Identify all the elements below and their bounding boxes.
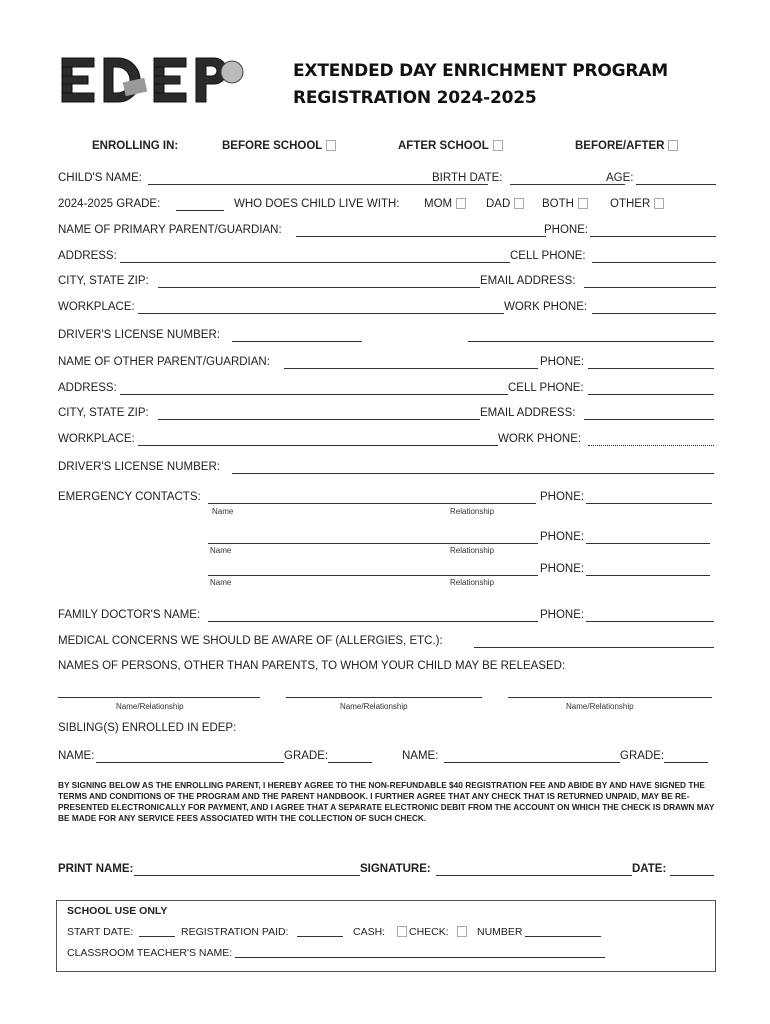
grade-row: [58, 198, 718, 214]
other-city-row: [58, 407, 718, 423]
other-checkbox[interactable]: [654, 198, 664, 209]
signature-field[interactable]: [436, 875, 632, 876]
primary-city-field[interactable]: [158, 287, 480, 288]
sibling-fields-row: [58, 750, 718, 766]
release-label: NAMES OF PERSONS, OTHER THAN PARENTS, TO WHOM YOUR CHILD MAY BE RELEASED:: [58, 660, 566, 672]
other-work-field[interactable]: [138, 445, 498, 446]
both-checkbox[interactable]: [578, 198, 588, 209]
form-title: [293, 58, 668, 112]
start-date-label: START DATE:: [67, 926, 134, 938]
age-label: AGE:: [606, 172, 634, 184]
primary-work-label: WORKPLACE:: [58, 301, 135, 313]
primary-name-row: [58, 224, 718, 240]
other-workphone-label: WORK PHONE:: [498, 433, 582, 445]
emergency-rel-caption-2: Relationship: [450, 546, 495, 555]
both-label: BOTH: [542, 198, 574, 210]
sibling-2-grade-label: GRADE:: [620, 750, 665, 762]
other-phone-field[interactable]: [588, 368, 714, 369]
sibling-1-name-label: NAME:: [58, 750, 95, 762]
teacher-label: CLASSROOM TEACHER'S NAME:: [67, 947, 233, 959]
mom-label: MOM: [424, 198, 453, 210]
birth-date-field[interactable]: [510, 184, 625, 185]
primary-name-field[interactable]: [296, 236, 546, 237]
title-line-1: EXTENDED DAY ENRICHMENT PROGRAM: [293, 61, 668, 81]
primary-license-label: DRIVER'S LICENSE NUMBER:: [58, 329, 220, 341]
emergency-row-2: [58, 531, 718, 547]
primary-cell-field[interactable]: [592, 262, 716, 263]
date-label: DATE:: [632, 863, 667, 875]
emergency-phone-3-field[interactable]: [586, 575, 710, 576]
primary-cell-label: CELL PHONE:: [510, 250, 586, 262]
enrolling-label: ENROLLING IN:: [92, 140, 179, 152]
birth-date-label: BIRTH DATE:: [432, 172, 503, 184]
emergency-name-caption-3: Name: [210, 578, 232, 587]
other-license-field[interactable]: [232, 473, 714, 474]
other-address-label: ADDRESS:: [58, 382, 117, 394]
dad-label: DAD: [486, 198, 511, 210]
primary-address-label: ADDRESS:: [58, 250, 117, 262]
doctor-phone-label: PHONE:: [540, 609, 585, 621]
sibling-2-grade-field[interactable]: [664, 762, 708, 763]
check-checkbox[interactable]: [457, 926, 467, 937]
signature-row: [58, 863, 718, 879]
cash-checkbox[interactable]: [397, 926, 407, 937]
other-workphone-field[interactable]: [588, 445, 714, 446]
primary-email-label: EMAIL ADDRESS:: [480, 275, 576, 287]
emergency-phone-1-field[interactable]: [586, 503, 712, 504]
edep-logo: [60, 50, 245, 106]
other-city-label: CITY, STATE ZIP:: [58, 407, 149, 419]
other-name-row: [58, 356, 718, 372]
primary-license-row: [58, 329, 718, 345]
start-date-field[interactable]: [139, 936, 175, 937]
primary-email-field[interactable]: [584, 287, 716, 288]
release-person-1-field[interactable]: [58, 697, 260, 698]
registration-paid-label: REGISTRATION PAID:: [181, 926, 289, 938]
release-person-2-field[interactable]: [286, 697, 482, 698]
school-use-box: [56, 900, 716, 972]
before-school-checkbox[interactable]: [326, 140, 336, 151]
release-person-3-field[interactable]: [508, 697, 712, 698]
child-name-label: CHILD'S NAME:: [58, 172, 142, 184]
other-license-label: DRIVER'S LICENSE NUMBER:: [58, 461, 220, 473]
teacher-field[interactable]: [235, 957, 605, 958]
other-address-field[interactable]: [120, 394, 508, 395]
doctor-label: FAMILY DOCTOR'S NAME:: [58, 609, 201, 621]
emergency-phone-1-label: PHONE:: [540, 491, 585, 503]
after-school-label: AFTER SCHOOL: [398, 140, 489, 152]
sibling-2-name-label: NAME:: [402, 750, 439, 762]
other-cell-label: CELL PHONE:: [508, 382, 584, 394]
print-name-field[interactable]: [134, 875, 360, 876]
other-name-field[interactable]: [284, 368, 538, 369]
lives-with-label: WHO DOES CHILD LIVE WITH:: [234, 198, 400, 210]
child-name-field[interactable]: [148, 184, 488, 185]
sibling-1-name-field[interactable]: [96, 762, 284, 763]
number-label: NUMBER: [477, 926, 523, 938]
grade-label: 2024-2025 GRADE:: [58, 198, 161, 210]
emergency-contact-1-field[interactable]: [208, 503, 536, 504]
other-phone-label: PHONE:: [540, 356, 585, 368]
medical-field[interactable]: [474, 647, 714, 648]
primary-phone-field[interactable]: [590, 236, 716, 237]
sibling-2-name-field[interactable]: [444, 762, 620, 763]
doctor-field[interactable]: [208, 621, 538, 622]
primary-name-label: NAME OF PRIMARY PARENT/GUARDIAN:: [58, 224, 282, 236]
emergency-contact-2-field[interactable]: [208, 543, 538, 544]
primary-workphone-label: WORK PHONE:: [504, 301, 588, 313]
date-field[interactable]: [670, 875, 714, 876]
number-field[interactable]: [525, 936, 601, 937]
primary-license-extra-line: [468, 341, 714, 342]
sibling-1-grade-field[interactable]: [328, 762, 372, 763]
emergency-label: EMERGENCY CONTACTS:: [58, 491, 201, 503]
primary-license-field[interactable]: [232, 341, 362, 342]
terms-paragraph: BY SIGNING BELOW AS THE ENROLLING PARENT, I HEREBY AGREE TO THE NON-REFUNDABLE $40 REGISTRATION FEE AND ABIDE BY AND HAVE SIGNED THE TERMS AND CONDITIONS OF THE PROGRAM AND THE PARENT HANDBOOK. I FURTHER AGREE THAT ANY CHECK THAT IS RETURNED UNPAID, MAY BE RE-PRESENTED ELECTRONICALLY FOR PAYMENT, AND I AGREE THAT A SEPARATE ELECTRONIC DEBIT FROM THE ACCOUNT ON WHICH THE CHECK IS DRAWN MAY BE MADE FOR ANY SERVICE FEES ASSOCIATED WITH THE COLLECTION OF SUCH CHECK.: [58, 780, 715, 823]
school-use-title: SCHOOL USE ONLY: [67, 905, 168, 917]
release-row: [58, 660, 718, 676]
other-cell-field[interactable]: [588, 394, 714, 395]
before-school-label: BEFORE SCHOOL: [222, 140, 323, 152]
emergency-row-3: [58, 563, 718, 579]
primary-address-field[interactable]: [120, 262, 510, 263]
doctor-row: [58, 609, 718, 625]
cash-label: CASH:: [353, 926, 386, 938]
primary-address-row: [58, 250, 718, 266]
emergency-phone-2-label: PHONE:: [540, 531, 585, 543]
emergency-contact-3-field[interactable]: [208, 575, 538, 576]
before-after-label: BEFORE/AFTER: [575, 140, 665, 152]
other-name-label: NAME OF OTHER PARENT/GUARDIAN:: [58, 356, 270, 368]
registration-paid-field[interactable]: [297, 936, 343, 937]
doctor-phone-field[interactable]: [586, 621, 714, 622]
emergency-phone-3-label: PHONE:: [540, 563, 585, 575]
emergency-rel-caption-1: Relationship: [450, 507, 495, 516]
both-option[interactable]: [542, 198, 588, 210]
mom-option[interactable]: [424, 198, 466, 210]
medical-label: MEDICAL CONCERNS WE SHOULD BE AWARE OF (ALLERGIES, ETC.):: [58, 635, 443, 647]
release-caption-1: Name/Relationship: [116, 702, 184, 711]
release-caption-3: Name/Relationship: [566, 702, 634, 711]
siblings-row: [58, 722, 718, 738]
grade-field[interactable]: [176, 210, 224, 211]
other-email-label: EMAIL ADDRESS:: [480, 407, 576, 419]
medical-row: [58, 635, 718, 651]
other-city-field[interactable]: [158, 419, 480, 420]
after-school-option[interactable]: [398, 140, 503, 152]
primary-city-row: [58, 275, 718, 291]
primary-phone-label: PHONE:: [544, 224, 589, 236]
other-address-row: [58, 382, 718, 398]
other-option[interactable]: [610, 198, 664, 210]
primary-workphone-field[interactable]: [592, 313, 716, 314]
title-line-2: REGISTRATION 2024-2025: [293, 88, 537, 108]
other-work-label: WORKPLACE:: [58, 433, 135, 445]
other-email-field[interactable]: [584, 419, 714, 420]
dad-option[interactable]: [486, 198, 524, 210]
other-work-row: [58, 433, 718, 449]
dad-checkbox[interactable]: [514, 198, 524, 209]
child-name-row: [58, 172, 718, 188]
primary-city-label: CITY, STATE ZIP:: [58, 275, 149, 287]
primary-work-row: [58, 301, 718, 317]
signature-label: SIGNATURE:: [360, 863, 431, 875]
emergency-name-caption-1: Name: [212, 507, 234, 516]
before-after-option[interactable]: [575, 140, 678, 152]
sibling-1-grade-label: GRADE:: [284, 750, 329, 762]
mom-checkbox[interactable]: [456, 198, 466, 209]
emergency-name-caption-2: Name: [210, 546, 232, 555]
after-school-checkbox[interactable]: [493, 140, 503, 151]
other-license-row: [58, 461, 718, 477]
siblings-label: SIBLING(S) ENROLLED IN EDEP:: [58, 722, 237, 734]
release-caption-2: Name/Relationship: [340, 702, 408, 711]
check-label: CHECK:: [409, 926, 449, 938]
emergency-rel-caption-3: Relationship: [450, 578, 495, 587]
primary-work-field[interactable]: [138, 313, 504, 314]
before-after-checkbox[interactable]: [668, 140, 678, 151]
before-school-option[interactable]: [222, 140, 336, 152]
age-field[interactable]: [636, 184, 716, 185]
emergency-row-1: [58, 491, 718, 507]
other-label: OTHER: [610, 198, 651, 210]
emergency-phone-2-field[interactable]: [586, 543, 710, 544]
print-name-label: PRINT NAME:: [58, 863, 134, 875]
